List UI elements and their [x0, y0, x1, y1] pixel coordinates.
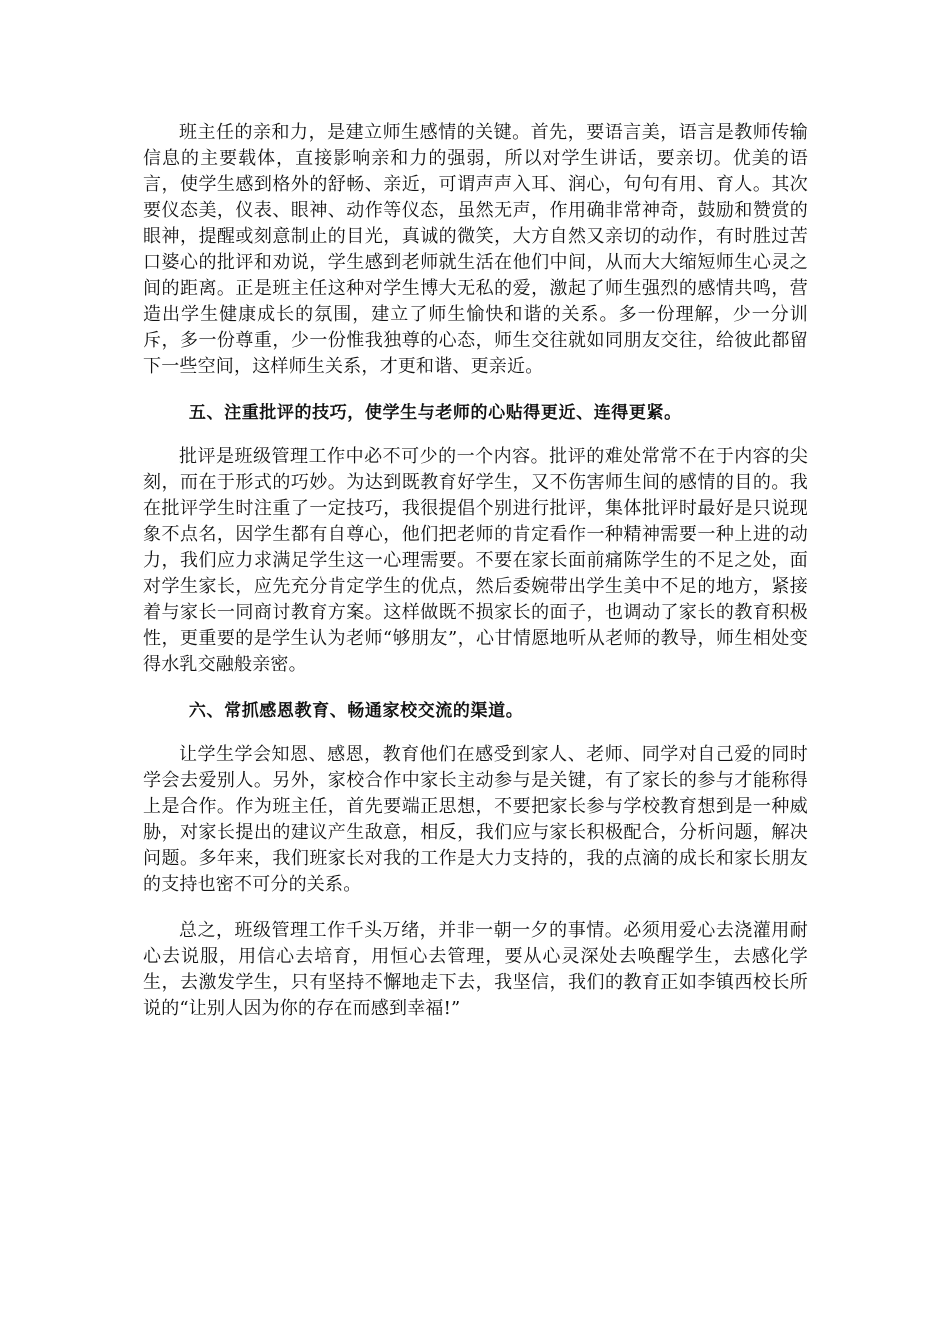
spacer: [143, 380, 808, 400]
section-heading-5: 五、注重批评的技巧，使学生与老师的心贴得更近、连得更紧。: [188, 403, 682, 423]
spacer: [143, 426, 808, 444]
spacer: [143, 724, 808, 742]
paragraph-affinity: 班主任的亲和力，是建立师生感情的关键。首先，要语言美，语言是教师传输信息的主要载体，直接影响亲和力的强弱，所以对学生讲话，要亲切。优美的语言，使学生感到格外的舒畅、亲近，可谓声声入耳、润心，句句有用、育人。其次要仪态美，仪表、眼神、动作等仪态，虽然无声，作用确非常神奇，鼓励和赞赏的眼神，提醒或刻意制止的目光，真诚的微笑，大方自然又亲切的动作，有时胜过苦口婆心的批评和劝说，学生感到老师就生活在他们中间，从而大大缩短师生心灵之间的距离。正是班主任这种对学生博大无私的爱，激起了师生强烈的感情共鸣，营造出学生健康成长的氛围，建立了师生愉快和谐的关系。多一份理解，少一分训斥，多一份尊重，少一份惟我独尊的心态，师生交往就如同朋友交往，给彼此都留下一些空间，这样师生关系，才更和谐、更亲近。: [143, 122, 808, 377]
section-heading-6: 六、常抓感恩教育、畅通家校交流的渠道。: [188, 701, 524, 721]
document-body: [143, 120, 808, 1022]
paragraph-gratitude: 让学生学会知恩、感恩，教育他们在感受到家人、老师、同学对自己爱的同时学会去爱别人。另外，家校合作中家长主动参与是关键，有了家长的参与才能称得上是合作。作为班主任，首先要端正思想，不要把家长参与学校教育想到是一种威胁，对家长提出的建议产生敌意，相反，我们应与家长积极配合，分析问题，解决问题。多年来，我们班家长对我的工作是大力支持的，我的点滴的成长和家长朋友的支持也密不可分的关系。: [143, 744, 808, 895]
paragraph-conclusion: 总之，班级管理工作千头万绪，并非一朝一夕的事情。必须用爱心去浇灌用耐心去说服，用信心去培育，用恒心去管理，要从心灵深处去唤醒学生，去感化学生，去激发学生，只有坚持不懈地走下去，我坚信，我们的教育正如李镇西校长所说的“让别人因为你的存在而感到幸福!”: [143, 920, 808, 1019]
spacer: [143, 678, 808, 698]
spacer: [143, 898, 808, 918]
paragraph-criticism: 批评是班级管理工作中必不可少的一个内容。批评的难处常常不在于内容的尖刻，而在于形式的巧妙。为达到既教育好学生，又不伤害师生间的感情的目的。我在批评学生时注重了一定技巧，我很提倡个别进行批评，集体批评时最好是只说现象不点名，因学生都有自尊心，他们把老师的肯定看作一种精神需要一种上进的动力，我们应力求满足学生这一心理需要。不要在家长面前痛陈学生的不足之处，面对学生家长，应先充分肯定学生的优点，然后委婉带出学生美中不足的地方，紧接着与家长一同商讨教育方案。这样做既不损家长的面子，也调动了家长的教育积极性，更重要的是学生认为老师“够朋友”，心甘情愿地听从老师的教导，师生相处变得水乳交融般亲密。: [143, 446, 808, 675]
